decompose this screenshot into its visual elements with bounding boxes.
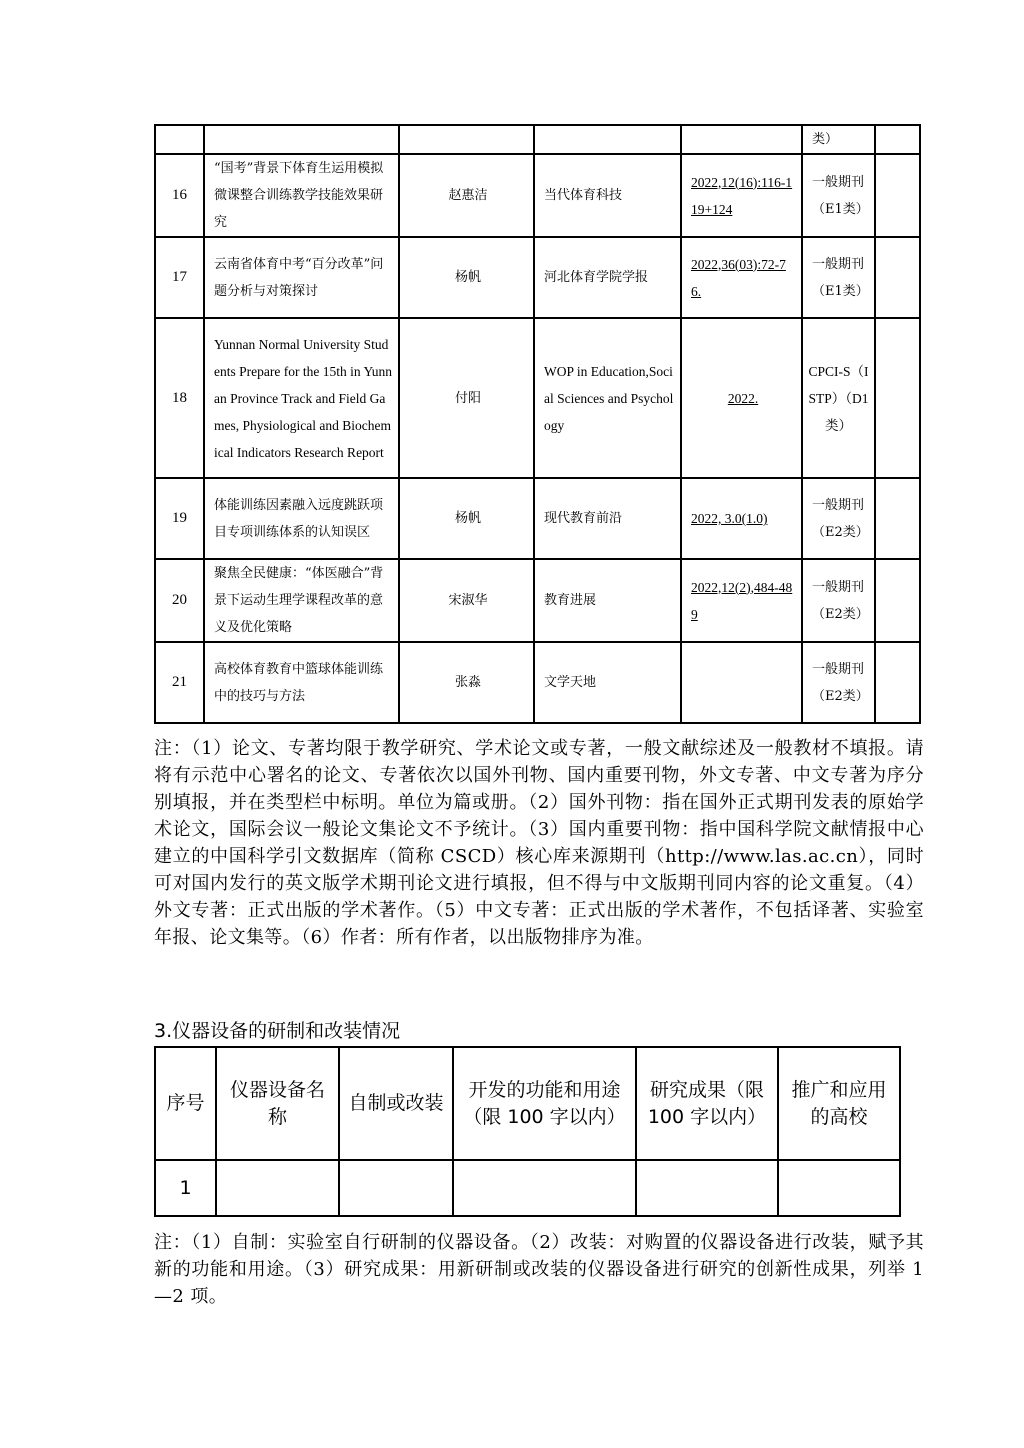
instrument-table — [154, 1046, 901, 1217]
paper-journal: 当代体育科技 — [534, 154, 681, 237]
papers-note: 注：（1）论文、专著均限于教学研究、学术论文或专著，一般文献综述及一般教材不填报。请将有示范中心署名的论文、专著依次以国外刊物、国内重要刊物，外文专著、中文专著为序分别填报，并在类型栏中标明。单位为篇或册。（2）国外刊物：指在国外正式期刊发表的原始学术论文，国际会议一般论文集论文不予统计。（3）国内重要刊物：指中国科学院文献情报中心建立的中国科学引文数据库（简称 CSCD）核心库来源期刊（http://www.las.ac.cn），同时可对国内发行的英文版学术期刊论文进行填报，但不得与中文版期刊同内容的论文重复。（4）外文专著：正式出版的学术著作。（5）中文专著：正式出版的学术著作，不包括译著、实验室年报、论文集等。（6）作者：所有作者，以出版物排序为准。 — [154, 738, 924, 948]
paper-pages: 2022, 3.0(1.0) — [681, 478, 802, 559]
row-number: 19 — [155, 478, 204, 559]
paper-author: 杨帆 — [399, 478, 534, 559]
instrument-name — [216, 1160, 339, 1216]
paper-type: 一般期刊（E2类） — [802, 642, 875, 723]
paper-pages: 2022,12(2),484-489 — [681, 559, 802, 642]
paper-type: 一般期刊（E1类） — [802, 237, 875, 318]
paper-type: CPCI-S（ISTP）（D1类） — [802, 318, 875, 478]
table-row — [155, 559, 920, 642]
paper-title — [204, 125, 399, 154]
instrument-result — [636, 1160, 778, 1216]
paper-title: 体能训练因素融入远度跳跃项目专项训练体系的认知误区 — [204, 478, 399, 559]
table-row — [155, 154, 920, 237]
paper-pages — [681, 642, 802, 723]
row-number — [155, 125, 204, 154]
header-result: 研究成果（限 100 字以内） — [636, 1047, 778, 1160]
paper-type: 类） — [802, 125, 875, 154]
paper-title: 云南省体育中考“百分改革”问题分析与对策探讨 — [204, 237, 399, 318]
empty-cell — [875, 478, 920, 559]
paper-type: 一般期刊（E1类） — [802, 154, 875, 237]
row-number: 20 — [155, 559, 204, 642]
instrument-function — [453, 1160, 636, 1216]
paper-journal: 现代教育前沿 — [534, 478, 681, 559]
empty-cell — [875, 154, 920, 237]
paper-title: Yunnan Normal University Students Prepare for the 15th in Yunnan Province Track and Field Games, Physiological and Biochemical Indicators Research Report — [204, 318, 399, 478]
empty-cell — [875, 237, 920, 318]
paper-journal: 河北体育学院学报 — [534, 237, 681, 318]
row-number: 18 — [155, 318, 204, 478]
paper-pages — [681, 125, 802, 154]
table-row — [155, 237, 920, 318]
table-row — [155, 642, 920, 723]
paper-title: “国考”背景下体育生运用模拟微课整合训练教学技能效果研究 — [204, 154, 399, 237]
paper-pages: 2022,36(03):72-76. — [681, 237, 802, 318]
instrument-universities — [778, 1160, 900, 1216]
empty-cell — [875, 125, 920, 154]
row-number: 17 — [155, 237, 204, 318]
paper-pages: 2022,12(16):116-119+124 — [681, 154, 802, 237]
instrument-made — [339, 1160, 453, 1216]
paper-journal: 文学天地 — [534, 642, 681, 723]
header-name: 仪器设备名称 — [216, 1047, 339, 1160]
paper-journal: 教育进展 — [534, 559, 681, 642]
paper-author: 张淼 — [399, 642, 534, 723]
paper-author: 付阳 — [399, 318, 534, 478]
row-number: 21 — [155, 642, 204, 723]
empty-cell — [875, 559, 920, 642]
section-heading: 3.仪器设备的研制和改装情况 — [154, 1020, 401, 1042]
row-number: 16 — [155, 154, 204, 237]
paper-title: 高校体育教育中篮球体能训练中的技巧与方法 — [204, 642, 399, 723]
paper-author — [399, 125, 534, 154]
paper-journal: WOP in Education,Social Sciences and Psychology — [534, 318, 681, 478]
paper-journal — [534, 125, 681, 154]
table-row — [155, 478, 920, 559]
paper-type: 一般期刊（E2类） — [802, 478, 875, 559]
paper-type: 一般期刊（E2类） — [802, 559, 875, 642]
row-number: 1 — [155, 1160, 216, 1216]
paper-author: 赵惠洁 — [399, 154, 534, 237]
header-no: 序号 — [155, 1047, 216, 1160]
header-made: 自制或改装 — [339, 1047, 453, 1160]
instrument-note: 注：（1）自制：实验室自行研制的仪器设备。（2）改装：对购置的仪器设备进行改装，赋予其新的功能和用途。（3）研究成果：用新研制或改装的仪器设备进行研究的创新性成果，列举 1—2 项。 — [154, 1232, 924, 1307]
table-header-row — [155, 1047, 900, 1160]
papers-table — [154, 124, 921, 724]
empty-cell — [875, 318, 920, 478]
empty-cell — [875, 642, 920, 723]
paper-author: 杨帆 — [399, 237, 534, 318]
paper-title: 聚焦全民健康：“体医融合”背景下运动生理学课程改革的意义及优化策略 — [204, 559, 399, 642]
header-function: 开发的功能和用途（限 100 字以内） — [453, 1047, 636, 1160]
header-universities: 推广和应用的高校 — [778, 1047, 900, 1160]
paper-author: 宋淑华 — [399, 559, 534, 642]
table-row — [155, 318, 920, 478]
table-row — [155, 125, 920, 154]
paper-pages: 2022. — [681, 318, 802, 478]
table-row — [155, 1160, 900, 1216]
